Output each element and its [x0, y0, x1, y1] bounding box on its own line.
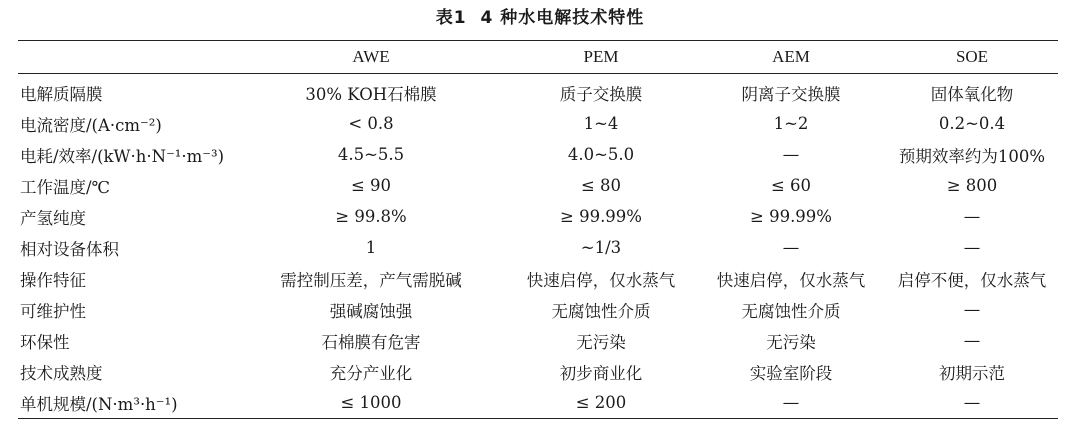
table-cell: — — [963, 207, 981, 226]
table-cell: — — [963, 331, 981, 350]
row-label: 单机规模/(N·m³·h⁻¹) — [20, 394, 178, 414]
table-cell: 充分产业化 — [329, 363, 413, 383]
table-cell: 1 — [365, 238, 377, 257]
row-label: 技术成熟度 — [20, 363, 103, 383]
column-header: PEM — [583, 47, 619, 66]
row-label: 环保性 — [20, 332, 70, 352]
table-cell: 1~4 — [583, 114, 619, 133]
row-label: 电耗/效率/(kW·h·N⁻¹·m⁻³) — [20, 146, 225, 166]
table-cell: ≤ 200 — [575, 393, 627, 412]
table-cell: 无腐蚀性介质 — [741, 301, 841, 321]
table-cell: 初期示范 — [939, 363, 1005, 383]
table-cell: ≤ 1000 — [340, 393, 402, 412]
table-cell: 启停不便，仅水蒸气 — [897, 270, 1047, 290]
row-label: 产氢纯度 — [20, 208, 86, 228]
table-cell: — — [963, 238, 981, 257]
table-cell: — — [963, 300, 981, 319]
table-cell: 需控制压差，产气需脱碱 — [280, 270, 462, 290]
table-row — [18, 263, 1058, 294]
table-caption — [0, 6, 1080, 30]
table-header-row — [18, 41, 1058, 74]
column-header — [18, 41, 236, 74]
row-label: 相对设备体积 — [20, 239, 119, 259]
table-cell: 固体氧化物 — [930, 84, 1014, 104]
table-cell: — — [782, 145, 800, 164]
table-cell: — — [782, 238, 800, 257]
table-cell: 30% KOH石棉膜 — [305, 84, 437, 104]
table-cell: ≤ 80 — [580, 176, 622, 195]
row-label: 可维护性 — [20, 301, 86, 321]
table-cell: 0.2~0.4 — [938, 114, 1006, 133]
table-row — [18, 201, 1058, 232]
table-cell: 预期效率约为100% — [898, 146, 1046, 166]
table-cell: 石棉膜有危害 — [321, 332, 421, 352]
table-cell: ≥ 99.99% — [750, 207, 832, 226]
table-cell: 无污染 — [766, 332, 816, 352]
table-cell: 快速启停，仅水蒸气 — [526, 270, 676, 290]
table-cell: 实验室阶段 — [749, 363, 833, 383]
table-cell: 4.0~5.0 — [567, 145, 635, 164]
row-label: 操作特征 — [20, 270, 86, 290]
table-cell: ≤ 90 — [350, 176, 392, 195]
table-row — [18, 108, 1058, 139]
table-row — [18, 74, 1058, 109]
table-cell: 阴离子交换膜 — [741, 84, 841, 104]
table-cell: 强碱腐蚀强 — [329, 301, 413, 321]
table-cell: — — [963, 393, 981, 412]
table-number: 表1 — [435, 8, 467, 28]
table-row — [18, 294, 1058, 325]
table-cell: 4.5~5.5 — [337, 145, 405, 164]
row-label: 电解质隔膜 — [20, 84, 103, 104]
table-row — [18, 139, 1058, 170]
table-row — [18, 232, 1058, 263]
table-cell: 质子交换膜 — [559, 84, 643, 104]
row-label: 电流密度/(A·cm⁻²) — [20, 115, 162, 135]
table-row — [18, 356, 1058, 387]
table-row — [18, 325, 1058, 356]
column-header: SOE — [955, 47, 989, 66]
table-cell: ≤ 60 — [770, 176, 812, 195]
table-cell: 无污染 — [576, 332, 626, 352]
electrolysis-comparison-table — [18, 40, 1058, 419]
table-cell: ≥ 99.8% — [335, 207, 407, 226]
column-header: AWE — [352, 47, 390, 66]
table-cell: ≥ 800 — [946, 176, 998, 195]
table-cell: 1~2 — [773, 114, 809, 133]
table-cell: 快速启停，仅水蒸气 — [716, 270, 866, 290]
table-cell: 无腐蚀性介质 — [551, 301, 651, 321]
table-row — [18, 170, 1058, 201]
table-title: 4 种水电解技术特性 — [480, 8, 645, 28]
table-row — [18, 387, 1058, 419]
table-cell: 初步商业化 — [559, 363, 643, 383]
table-cell: ≥ 99.99% — [560, 207, 642, 226]
table-cell: — — [782, 393, 800, 412]
table-cell: < 0.8 — [348, 114, 394, 133]
table-cell: ~1/3 — [580, 238, 622, 257]
column-header: AEM — [772, 47, 810, 66]
row-label: 工作温度/℃ — [20, 177, 111, 197]
